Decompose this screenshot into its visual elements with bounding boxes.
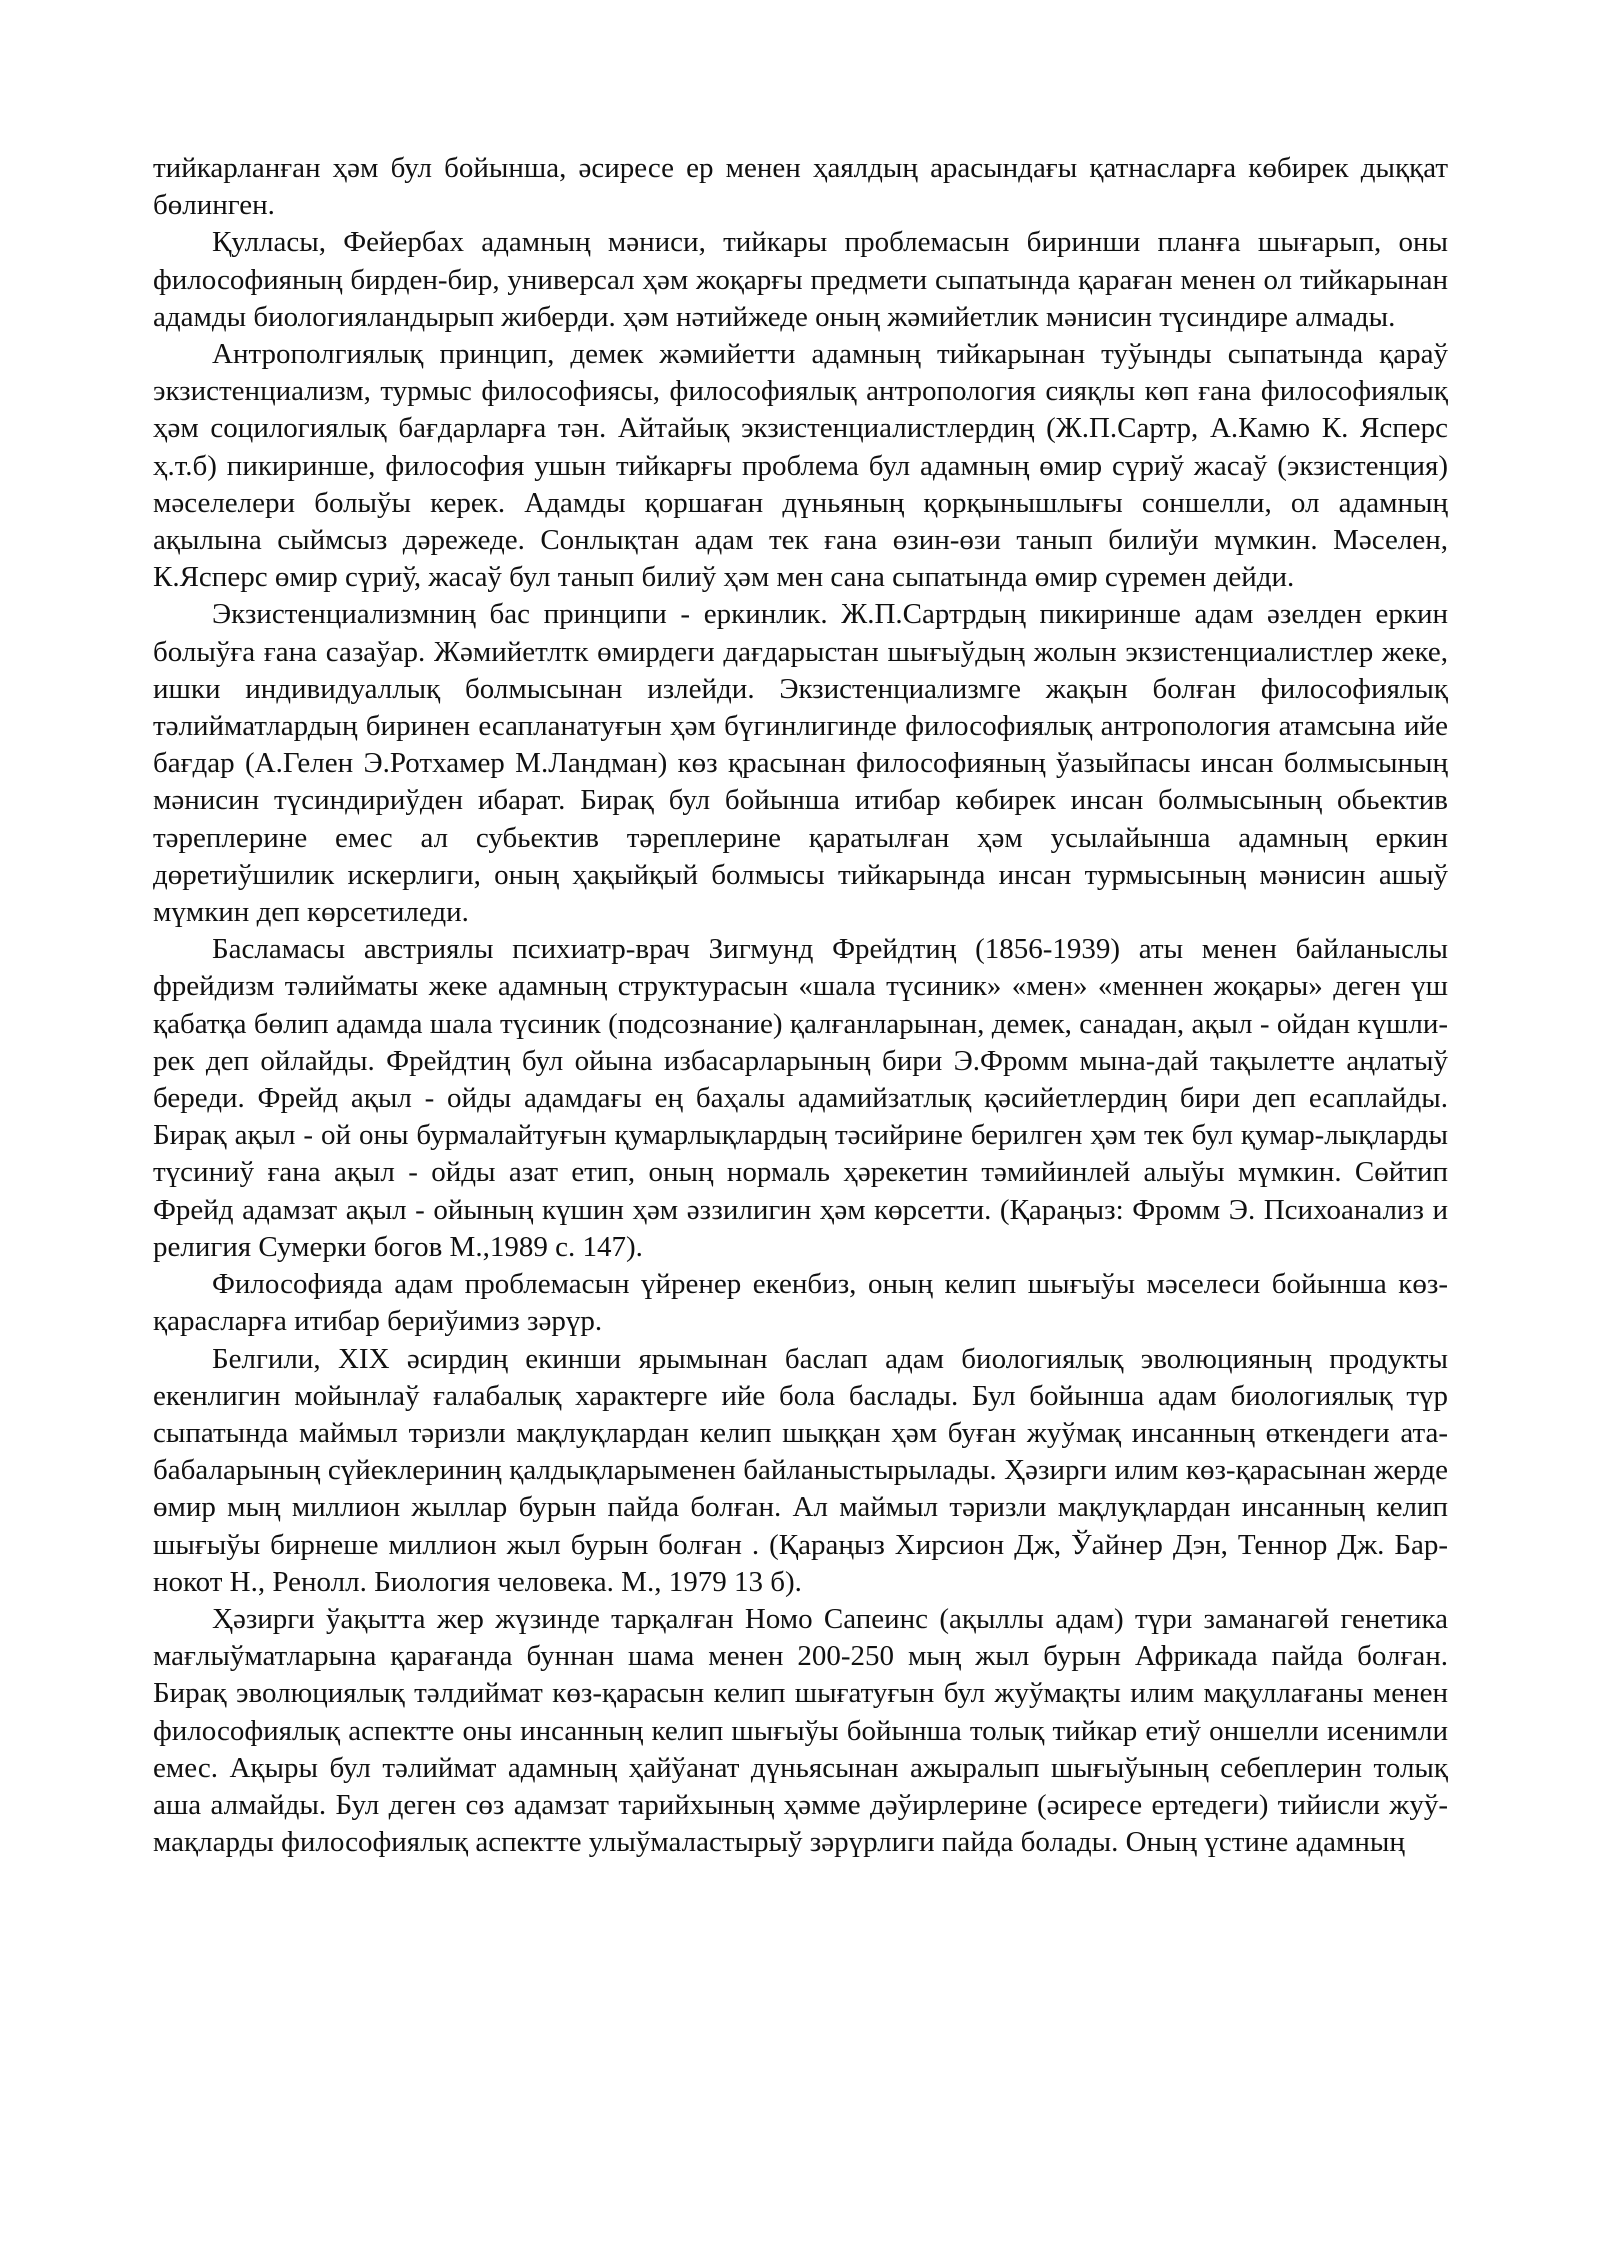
document-page	[153, 150, 1448, 1861]
paragraph-1: тийкарланған ҳәм бул бойынша, әсиресе ер менен ҳаялдың арасындағы қатнасларға көбирек дыққат бөлинген.	[153, 152, 1448, 222]
paragraph-7: Белгили, XIX әсирдиң екинши ярымынан баслап адам биологиялық эволюцияның продукты екенлигин мойынлаў ғалабалық характерге ийе бола баслады. Бул бойынша адам биологиялық түр сыпатында маймыл тәризли мақлуқлардан келип шыққан ҳәм буған жуўмақ инсанның өткендеги ата-бабаларының сүйеклериниң қалдықларыменен байланыстырылады. Ҳәзирги илим көз-қарасынан жерде өмир мың миллион жыллар бурын пайда болған. Ал маймыл тәризли мақлуқлардан инсанның келип шығыўы бирнеше миллион жыл бурын болған . (Қараңыз Хирсион Дж, Ўайнер Дэн, Теннор Дж. Бар-нокот Н., Ренолл. Биология человека. М., 1979 13 б).	[153, 1342, 1448, 1598]
paragraph-2: Қулласы, Фейербах адамның мәниси, тийкары проблемасын биринши планға шығарып, оны философияның бирден-бир, универсал ҳәм жоқарғы предмети сыпатында қараған менен ол тийкарынан адамды биологияландырып жиберди. ҳәм нәтийжеде оның жәмийетлик мәнисин түсиндире алмады.	[153, 226, 1448, 333]
paragraph-6: Философияда адам проблемасын үйренер екенбиз, оның келип шығыўы мәселеси бойынша көз-қарасларға итибар бериўимиз зәрүр.	[153, 1268, 1448, 1338]
paragraph-5: Басламасы австриялы психиатр-врач Зигмунд Фрейдтиң (1856-1939) аты менен байланыслы фрейдизм тәлийматы жеке адамның структурасын «шала түсиник» «мен» «меннен жоқары» деген үш қабатқа бөлип адамда шала түсиник (подсознание) қалғанларынан, демек, санадан, ақыл - ойдан күшли-рек деп ойлайды. Фрейдтиң бул ойына избасарларының бири Э.Фромм мына-дай тақылетте аңлатыў береди. Фрейд ақыл - ойды адамдағы ең баҳалы адамийзатлық қәсийетлердиң бири деп есаплайды. Бирақ ақыл - ой оны бурмалайтуғын қумарлықлардың тәсийрине берилген ҳәм тек бул қумар-лықларды түсиниў ғана ақыл - ойды азат етип, оның нормаль ҳәрекетин тәмийинлей алыўы мүмкин. Сөйтип Фрейд адамзат ақыл - ойының күшин ҳәм әззилигин ҳәм көрсетти. (Қараңыз: Фромм Э. Психоанализ и религия Сумерки богов М.,1989 с. 147).	[153, 933, 1448, 1263]
paragraph-8: Ҳәзирги ўақытта жер жүзинде тарқалған Номо Сапеинс (ақыллы адам) түри заманагөй генетика мағлыўматларына қарағанда буннан шама менен 200-250 мың жыл бурын Африкада пайда болған. Бирақ эволюциялық тәлдиймат көз-қарасын келип шығатуғын бул жуўмақты илим мақуллағаны менен философиялық аспектте оны инсанның келип шығыўы бойынша толық тийкар етиў оншелли исенимли емес. Ақыры бул тәлиймат адамның ҳайўанат дүньясынан ажыралып шығыўының себеплерин толық аша алмайды. Бул деген сөз адамзат тарийхының ҳәмме дәўирлерине (әсиресе ертедеги) тийисли жуў-мақларды философиялық аспектте улыўмаластырыў зәрүрлиги пайда болады. Оның үстине адамның	[153, 1602, 1448, 1859]
paragraph-3: Антрополгиялық принцип, демек жәмийетти адамның тийкарынан туўынды сыпатында қараў экзистенциализм, турмыс философиясы, философиялық антропология сияқлы көп ғана философиялық ҳәм социлогиялық бағдарларға тән. Айтайық экзистенциалистлердиң (Ж.П.Сартр, А.Камю К. Ясперс ҳ.т.б) пикиринше, философия ушын тийкарғы проблема бул адамның өмир сүриў жасаў (экзистенция) мәселелери болыўы керек. Адамды қоршаған дүньяның қорқынышлығы соншелли, ол адамның ақылына сыймсыз дәрежеде. Сонлықтан адам тек ғана өзин-өзи танып билиўи мүмкин. Мәселен, К.Ясперс өмир сүриў, жасаў бул танып билиў ҳәм мен сана сыпатында өмир сүремен дейди.	[153, 338, 1448, 594]
paragraph-4: Экзистенциализмниң бас принципи - еркинлик. Ж.П.Сартрдың пикиринше адам әзелден еркин болыўға ғана сазаўар. Жәмийетлтк өмирдеги дағдарыстан шығыўдың жолын экзистенциалистлер жеке, ишки индивидуаллық болмысынан излейди. Экзистенциализмге жақын болған философиялық тәлийматлардың биринен есапланатуғын ҳәм бүгинлигинде философиялық антропология атамсына ийе бағдар (А.Гелен Э.Ротхамер М.Ландман) көз қрасынан философияның ўазыйпасы инсан болмысының мәнисин түсиндириўден ибарат. Бирақ бул бойынша итибар көбирек инсан болмысының обьектив тәреплерине емес ал субьектив тәреплерине қаратылған ҳәм усылайынша адамның еркин дөретиўшилик искерлиги, оның ҳақыйқый болмысы тийкарында инсан турмысының мәнисин ашыў мүмкин деп көрсетиледи.	[153, 598, 1448, 929]
